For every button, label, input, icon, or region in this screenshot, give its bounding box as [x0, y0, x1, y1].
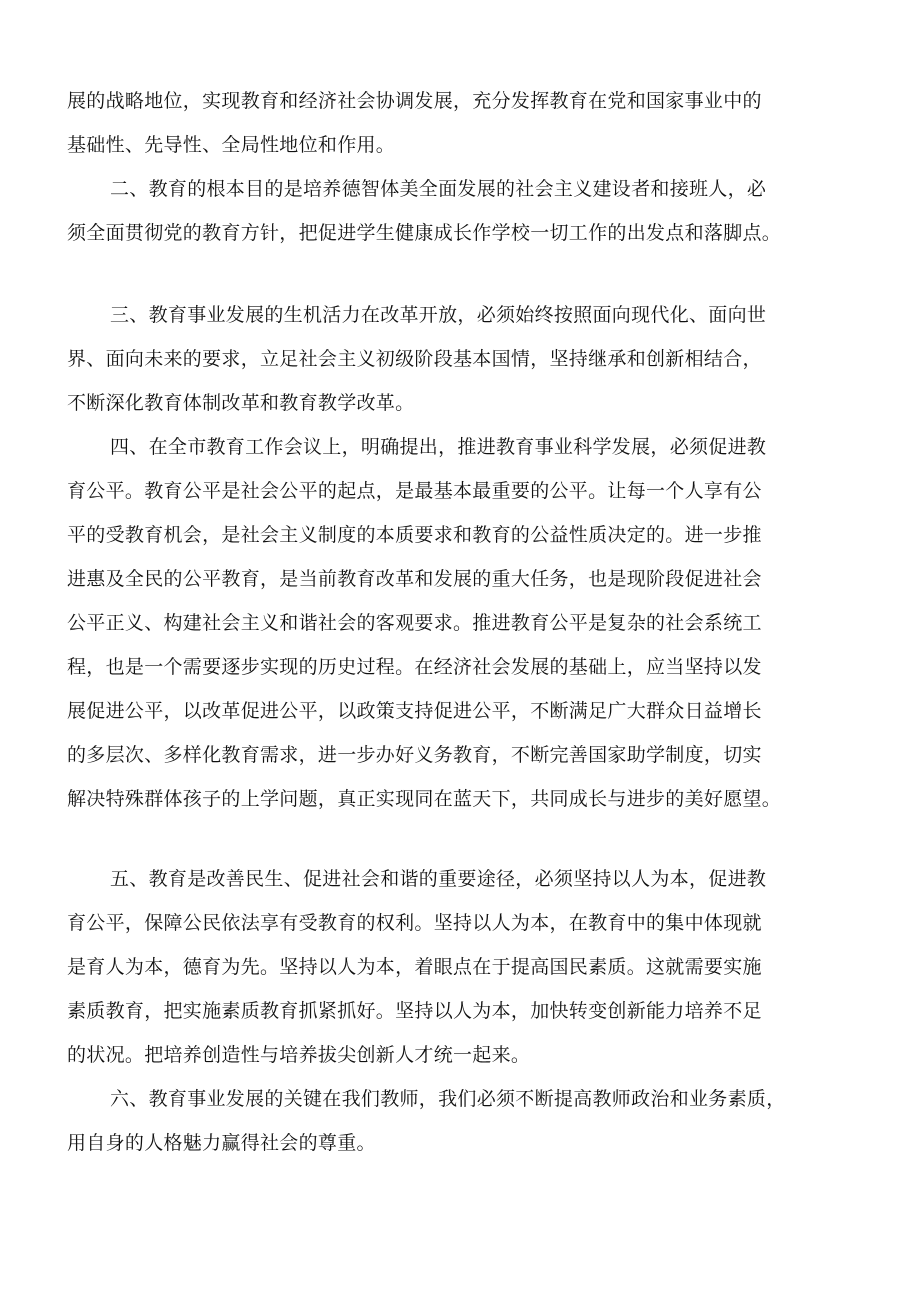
text-line: 平的受教育机会，是社会主义制度的本质要求和教育的公益性质决定的。进一步推	[67, 524, 762, 546]
text-line: 基础性、先导性、全局性地位和作用。	[67, 134, 396, 156]
paragraph-5-first-line: 五、教育是改善民生、促进社会和谐的重要途径，必须坚持以人为本，促进教	[110, 868, 767, 890]
paragraph-4-first-line: 四、在全市教育工作会议上，明确提出，推进教育事业科学发展，必须促进教	[110, 436, 767, 458]
text-line: 素质教育，把实施素质教育抓紧抓好。坚持以人为本，加快转变创新能力培养不足	[67, 1000, 762, 1022]
paragraph-2-first-line: 二、教育的根本目的是培养德智体美全面发展的社会主义建设者和接班人，必	[110, 178, 767, 200]
text-line: 展促进公平，以改革促进公平，以政策支持促进公平，不断满足广大群众日益增长	[67, 700, 762, 722]
text-line: 的多层次、多样化教育需求，进一步办好义务教育，不断完善国家助学制度，切实	[67, 744, 762, 766]
text-line: 程，也是一个需要逐步实现的历史过程。在经济社会发展的基础上，应当坚持以发	[67, 656, 762, 678]
text-line: 的状况。把培养创造性与培养拔尖创新人才统一起来。	[67, 1044, 531, 1066]
text-line: 公平正义、构建社会主义和谐社会的客观要求。推进教育公平是复杂的社会系统工	[67, 612, 762, 634]
paragraph-3-first-line: 三、教育事业发展的生机活力在改革开放，必须始终按照面向现代化、面向世	[110, 304, 767, 326]
text-line: 进惠及全民的公平教育，是当前教育改革和发展的重大任务，也是现阶段促进社会	[67, 568, 762, 590]
text-line: 育公平，保障公民依法享有受教育的权利。坚持以人为本，在教育中的集中体现就	[67, 912, 762, 934]
paragraph-6-first-line: 六、教育事业发展的关键在我们教师，我们必须不断提高教师政治和业务素质，	[110, 1088, 786, 1110]
text-line: 用自身的人格魅力赢得社会的尊重。	[67, 1132, 376, 1154]
text-line: 界、面向未来的要求，立足社会主义初级阶段基本国情，坚持继承和创新相结合，	[67, 348, 762, 370]
text-line: 解决特殊群体孩子的上学问题，真正实现同在蓝天下，共同成长与进步的美好愿望。	[67, 788, 782, 810]
text-line: 是育人为本，德育为先。坚持以人为本，着眼点在于提高国民素质。这就需要实施	[67, 956, 762, 978]
text-line: 育公平。教育公平是社会公平的起点，是最基本最重要的公平。让每一个人享有公	[67, 480, 762, 502]
text-line: 不断深化教育体制改革和教育教学改革。	[67, 392, 415, 414]
text-line: 展的战略地位，实现教育和经济社会协调发展，充分发挥教育在党和国家事业中的	[67, 90, 762, 112]
text-line: 须全面贯彻党的教育方针，把促进学生健康成长作学校一切工作的出发点和落脚点。	[67, 222, 782, 244]
